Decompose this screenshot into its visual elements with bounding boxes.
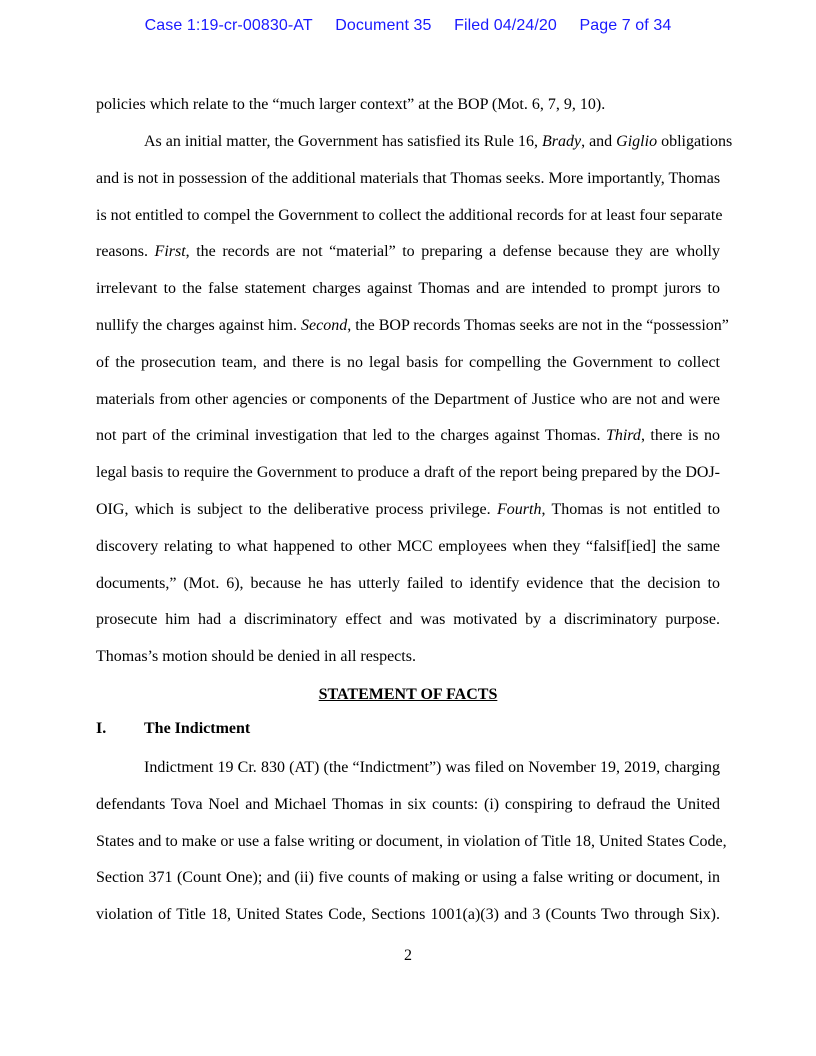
text-line: materials from other agencies or components of the Department of Justice who are not and were <box>96 390 720 408</box>
text-line: documents,” (Mot. 6), because he has utterly failed to identify evidence that the decision to <box>96 574 720 592</box>
text-line: policies which relate to the “much larger context” at the BOP (Mot. 6, 7, 9, 10). <box>96 96 606 113</box>
subsection-heading <box>96 720 250 738</box>
text-line: violation of Title 18, United States Code, Sections 1001(a)(3) and 3 (Counts Two through Six). <box>96 906 720 924</box>
text-line: Thomas’s motion should be denied in all respects. <box>96 648 416 666</box>
text-line: not part of the criminal investigation that led to the charges against Thomas. Third, there is no <box>96 427 720 445</box>
text-line: Section 371 (Count One); and (ii) five counts of making or using a false writing or document, in <box>96 869 720 887</box>
text-line: nullify the charges against him. Second, the BOP records Thomas seeks are not in the “possession” <box>96 316 729 334</box>
text-line: States and to make or use a false writing or document, in violation of Title 18, United States Code, <box>96 832 727 850</box>
text-line: irrelevant to the false statement charges against Thomas and are intended to prompt jurors to <box>96 280 720 298</box>
paragraph-indictment <box>96 750 727 934</box>
case-name-brady: Brady <box>541 133 582 150</box>
case-name-giglio: Giglio <box>616 133 658 150</box>
page-number: 2 <box>404 947 412 964</box>
filed-date: Filed 04/24/20 <box>454 17 557 34</box>
text-line: Indictment 19 Cr. 830 (AT) (the “Indictment”) was filed on November 19, 2019, charging <box>144 759 720 776</box>
text-line: legal basis to require the Government to produce a draft of the report being prepared by the DOJ- <box>96 464 720 482</box>
text-line: discovery relating to what happened to other MCC employees when they “falsif[ied] the same <box>96 537 720 555</box>
case-number: Case 1:19-cr-00830-AT <box>144 17 313 34</box>
subsection-title: The Indictment <box>144 720 251 737</box>
document-number: Document 35 <box>335 17 432 34</box>
ecf-header <box>0 17 816 35</box>
paragraph-summary <box>96 124 733 676</box>
text-line: OIG, which is subject to the deliberative process privilege. Fourth, Thomas is not entitled to <box>96 500 721 518</box>
text-line: is not entitled to compel the Government to collect the additional records for at least four separate <box>96 206 723 224</box>
text-line: defendants Tova Noel and Michael Thomas in six counts: (i) conspiring to defraud the United <box>96 795 720 813</box>
subsection-number: I. <box>96 720 107 737</box>
text-line: and is not in possession of the additional materials that Thomas seeks. More importantly, Thomas <box>96 169 721 187</box>
section-heading: STATEMENT OF FACTS <box>318 686 498 703</box>
text-line: prosecute him had a discriminatory effect and was motivated by a discriminatory purpose. <box>96 611 720 629</box>
text-line: reasons. First, the records are not “material” to preparing a defense because they are wholly <box>96 243 721 261</box>
text-line: of the prosecution team, and there is no legal basis for compelling the Government to collect <box>96 353 720 371</box>
paragraph-continuation <box>96 87 720 124</box>
page-indicator: Page 7 of 34 <box>579 17 672 34</box>
text-line: As an initial matter, the Government has satisfied its Rule 16, Brady, and Giglio obligations <box>144 133 733 150</box>
